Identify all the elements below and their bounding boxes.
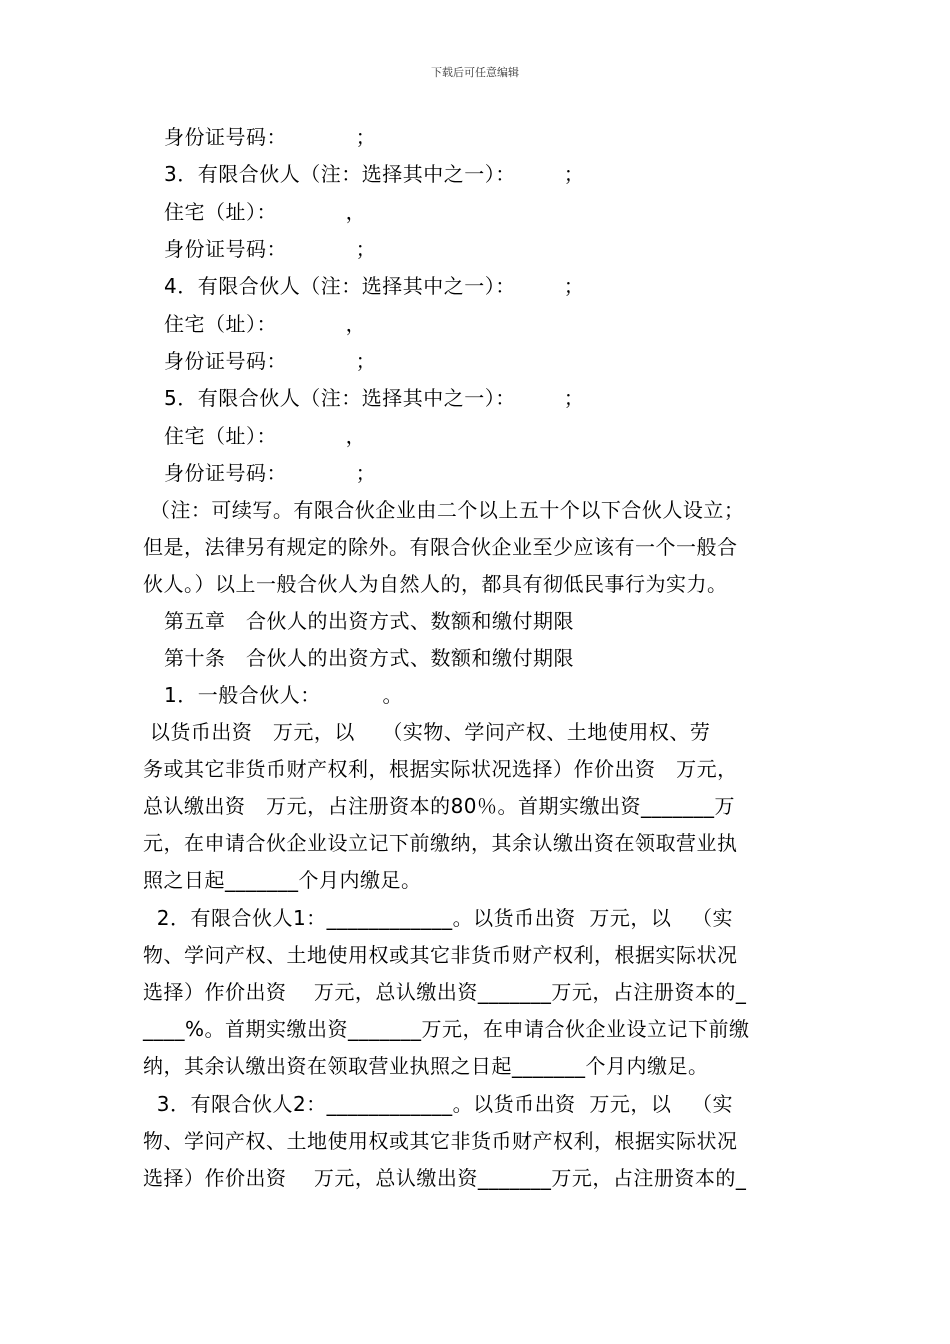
page-header: 下载后可任意编辑 — [431, 66, 519, 79]
id-number-line: 身份证号码： ； — [164, 125, 377, 149]
paragraph-line: 以货币出资 万元，以 （实物、学问产权、土地使用权、劳 — [143, 720, 711, 744]
note-line: （注：可续写。有限合伙企业由二个以上五十个以下合伙人设立； — [143, 498, 745, 522]
id-number-line: 身份证号码： ； — [164, 349, 377, 373]
paragraph-line: ____%。首期实缴出资_______万元，在申请合伙企业设立记下前缴 — [143, 1017, 750, 1041]
note-line: 伙人。）以上一般合伙人为自然人的，都具有彻低民事行为实力。 — [143, 572, 728, 596]
note-paragraph — [143, 492, 823, 603]
residence-line: 住宅（址）： ， — [164, 424, 367, 448]
limited-partner-1-paragraph — [143, 900, 823, 1085]
paragraph-line: 2．有限合伙人1：____________。以货币出资 万元，以 （实 — [143, 906, 733, 930]
paragraph-line: 物、学问产权、土地使用权或其它非货币财产权利，根据实际状况 — [143, 1129, 738, 1153]
paragraph-line: 务或其它非货币财产权利，根据实际状况选择）作价出资 万元， — [143, 757, 738, 781]
limited-partner-2-paragraph — [143, 1086, 823, 1197]
limited-partner-3-line: 3．有限合伙人（注：选择其中之一）： ； — [164, 162, 585, 186]
limited-partner-5-line: 5．有限合伙人（注：选择其中之一）： ； — [164, 386, 585, 410]
id-number-line: 身份证号码： ； — [164, 237, 377, 261]
paragraph-line: 选择）作价出资 万元，总认缴出资_______万元，占注册资本的_ — [143, 1166, 747, 1190]
general-partner-heading: 1．一般合伙人： 。 — [164, 683, 403, 707]
limited-partner-4-line: 4．有限合伙人（注：选择其中之一）： ； — [164, 274, 585, 298]
article-title: 第十条 合伙人的出资方式、数额和缴付期限 — [164, 646, 574, 670]
residence-line: 住宅（址）： ， — [164, 312, 367, 336]
paragraph-line: 选择）作价出资 万元，总认缴出资_______万元，占注册资本的_ — [143, 980, 747, 1004]
paragraph-line: 照之日起_______个月内缴足。 — [143, 868, 422, 892]
paragraph-line: 物、学问产权、土地使用权或其它非货币财产权利，根据实际状况 — [143, 943, 738, 967]
id-number-line: 身份证号码： ； — [164, 461, 377, 485]
chapter-title: 第五章 合伙人的出资方式、数额和缴付期限 — [164, 609, 574, 633]
paragraph-line: 3．有限合伙人2：____________。以货币出资 万元，以 （实 — [143, 1092, 733, 1116]
paragraph-line: 总认缴出资 万元，占注册资本的80％。首期实缴出资_______万 — [143, 794, 736, 818]
paragraph-line: 纳，其余认缴出资在领取营业执照之日起_______个月内缴足。 — [143, 1054, 709, 1078]
general-partner-paragraph — [143, 714, 823, 899]
residence-line: 住宅（址）： ， — [164, 200, 367, 224]
paragraph-line: 元，在申请合伙企业设立记下前缴纳，其余认缴出资在领取营业执 — [143, 831, 738, 855]
note-line: 但是，法律另有规定的除外。有限合伙企业至少应该有一个一般合 — [143, 535, 738, 559]
